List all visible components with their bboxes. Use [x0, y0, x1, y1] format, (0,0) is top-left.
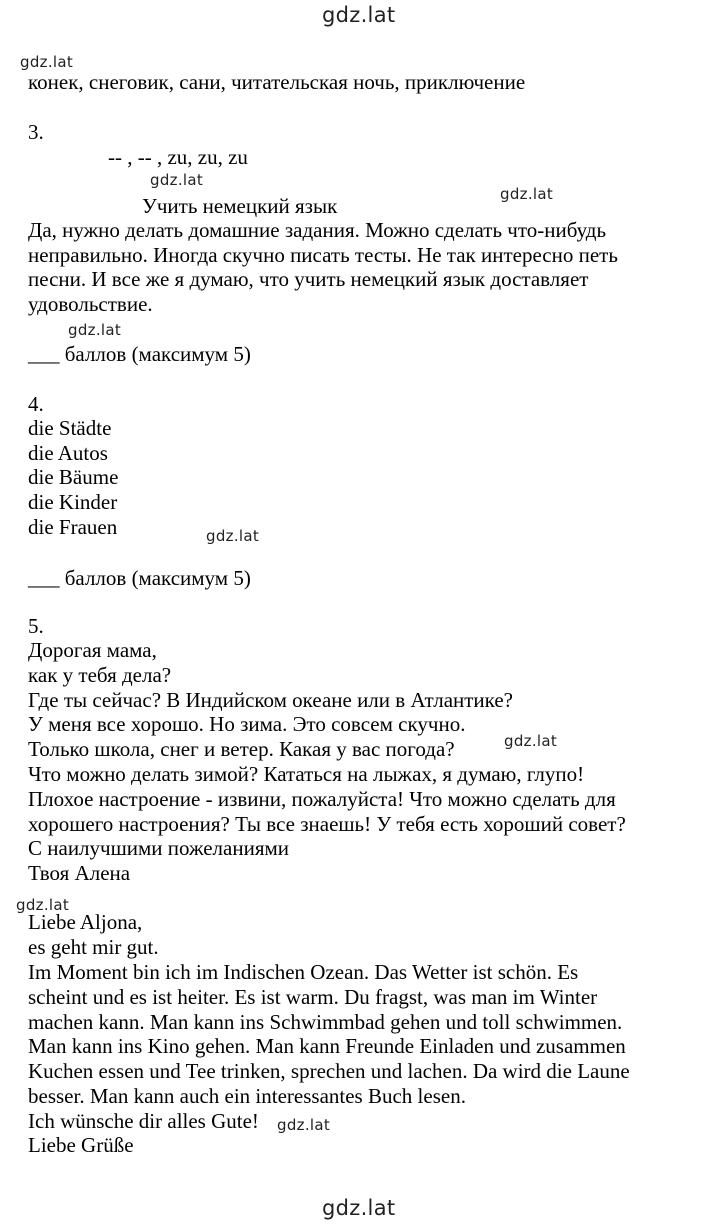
watermark: gdz.lat: [206, 527, 260, 545]
watermark-bottom: gdz.lat: [322, 1196, 396, 1220]
blanks-line: -- , -- , zu, zu, zu: [108, 145, 248, 169]
letter-line: Что можно делать зимой? Кататься на лыжах, я думаю, глупо!: [28, 762, 585, 786]
letter-line: Где ты сейчас? В Индийском океане или в Атлантике?: [28, 688, 513, 712]
paragraph-line: песни. И все же я думаю, что учить немецкий язык доставляет: [28, 267, 589, 291]
reply-line: scheint und es ist heiter. Es ist warm. Du fragst, was man im Winter: [28, 985, 598, 1009]
score-line: ___ баллов (максимум 5): [28, 566, 251, 590]
watermark: gdz.lat: [20, 53, 74, 71]
watermark: gdz.lat: [150, 171, 204, 189]
letter-line: как у тебя дела?: [28, 663, 172, 687]
word-item: die Autos: [28, 441, 108, 465]
task-number-4: 4.: [28, 392, 44, 416]
reply-line: machen kann. Man kann ins Schwimmbad gehen und toll schwimmen.: [28, 1010, 623, 1034]
word-item: die Städte: [28, 416, 112, 440]
paragraph-line: Да, нужно делать домашние задания. Можно сделать что-нибудь: [28, 218, 607, 242]
letter-line: Дорогая мама,: [28, 638, 157, 662]
reply-line: Ich wünsche dir alles Gute!: [28, 1109, 259, 1133]
reply-line: es geht mir gut.: [28, 935, 159, 959]
reply-line: Liebe Aljona,: [28, 910, 143, 934]
reply-signature: Liebe Grüße: [28, 1133, 134, 1157]
watermark-top: gdz.lat: [322, 3, 396, 27]
word-item: die Bäume: [28, 465, 119, 489]
score-line: ___ баллов (максимум 5): [28, 342, 251, 366]
letter-signature: Твоя Алена: [28, 861, 131, 885]
watermark: gdz.lat: [277, 1116, 331, 1134]
reply-line: Man kann ins Kino gehen. Man kann Freunde Einladen und zusammen: [28, 1034, 626, 1058]
word-list-line: конек, снеговик, сани, читательская ночь, приключение: [28, 70, 526, 94]
watermark: gdz.lat: [504, 732, 558, 750]
word-item: die Kinder: [28, 490, 118, 514]
paragraph-line: неправильно. Иногда скучно писать тесты. Не так интересно петь: [28, 243, 618, 267]
paragraph-line: удовольствие.: [28, 292, 153, 316]
task-number-5: 5.: [28, 614, 44, 638]
reply-line: besser. Man kann auch ein interessantes Buch lesen.: [28, 1084, 466, 1108]
letter-line: Плохое настроение - извини, пожалуйста! Что можно сделать для: [28, 787, 616, 811]
task-3-title: Учить немецкий язык: [142, 194, 338, 218]
letter-line: С наилучшими пожеланиями: [28, 836, 290, 860]
letter-line: У меня все хорошо. Но зима. Это совсем скучно.: [28, 712, 466, 736]
task-number-3: 3.: [28, 120, 44, 144]
reply-line: Kuchen essen und Tee trinken, sprechen und lachen. Da wird die Laune: [28, 1059, 630, 1083]
watermark: gdz.lat: [16, 896, 70, 914]
letter-line: Только школа, снег и ветер. Какая у вас погода?: [28, 737, 455, 761]
reply-line: Im Moment bin ich im Indischen Ozean. Das Wetter ist schön. Es: [28, 960, 579, 984]
watermark: gdz.lat: [68, 321, 122, 339]
watermark: gdz.lat: [500, 185, 554, 203]
letter-line: хорошего настроения? Ты все знаешь! У тебя есть хороший совет?: [28, 812, 626, 836]
word-item: die Frauen: [28, 515, 118, 539]
